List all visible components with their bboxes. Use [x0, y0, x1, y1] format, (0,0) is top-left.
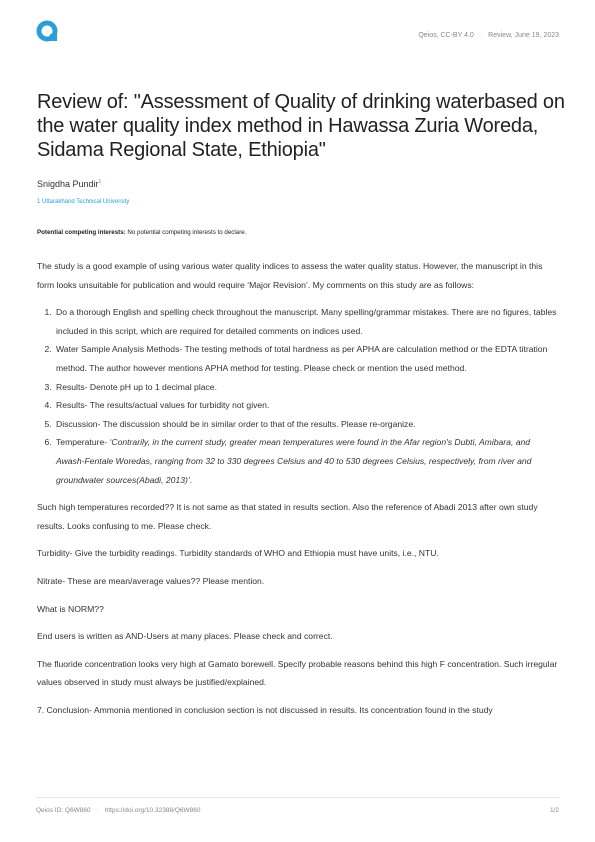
list-item: 3. Results- Denote pH up to 1 decimal place. [54, 378, 559, 397]
qeios-id: Qeios ID: Q6W860 [36, 807, 91, 814]
item6-suffix: . [189, 474, 193, 485]
paragraph: 7. Conclusion- Ammonia mentioned in conclusion section is not discussed in results. Its concentration found in the study [37, 704, 493, 715]
page-number: 1/2 [549, 807, 559, 814]
review-body [37, 257, 559, 728]
qeios-logo-icon [36, 20, 60, 44]
item6-quote: ‘Contrarily, in the current study, greater mean temperatures were found in the Afar region's Dubti, Amibara, and Awash-Fentale Woredas, ranging from 32 to 330 degrees Celsius and 40 to 530 degrees Celsius, respectively, from river and groundwater sources(Abadi, 2013)’ [56, 437, 532, 485]
affiliation: 1 Uttarakhand Technical University [37, 199, 130, 205]
competing-interests [37, 229, 246, 236]
list-item: 4. Results- The results/actual values for turbidity not given. [54, 396, 559, 415]
paragraph: Turbidity- Give the turbidity readings. Turbidity standards of WHO and Ethiopia must have units, i.e., NTU. [37, 548, 439, 559]
list-item: 1. Do a thorough English and spelling check throughout the manuscript. Many spelling/grammar mistakes. There are no figures, tables included in this script, which are required for detailed comments on indices used. [54, 303, 559, 340]
header-separator: · [479, 32, 483, 39]
license-text: Qeios, CC-BY 4.0 [418, 32, 474, 39]
author[interactable] [37, 179, 101, 189]
item6-prefix: Temperature- [56, 437, 110, 448]
review-date: Review, June 19, 2023 [488, 32, 559, 39]
doi-link[interactable]: https://doi.org/10.32388/Q6W860 [104, 807, 201, 814]
paragraph: End users is written as AND-Users at many places. Please check and correct. [37, 631, 333, 642]
paragraph: Such high temperatures recorded?? It is not same as that stated in results section. Also the reference of Abadi 2013 after own study results. Looks confusing to me. Please check. [37, 502, 538, 531]
page-title: Review of: "Assessment of Quality of drinking waterbased on the water quality index method in Hawassa Zuria Woreda, Sidama Regional State, Ethiopia" [37, 91, 565, 161]
intro-paragraph: The study is a good example of using various water quality indices to assess the water quality status. However, the manuscript in this form looks unsuitable for publication and would require ‘Major Revision’. My comments on this study are as follows: [37, 261, 543, 290]
competing-interests-label: Potential competing interests: [37, 229, 126, 236]
header-meta [418, 32, 559, 39]
footer-separator: · [96, 807, 99, 814]
competing-interests-text: No potential competing interests to declare. [125, 229, 247, 236]
paragraph: The fluoride concentration looks very high at Gamato borewell. Specify probable reasons behind this high F concentration. Such irregular values observed in study must always be justified/explained. [37, 658, 558, 688]
footer-divider [36, 797, 559, 798]
author-affiliation-marker: 1 [98, 179, 102, 185]
comment-list [37, 303, 559, 489]
list-item [54, 433, 559, 489]
paragraph: What is NORM?? [37, 603, 104, 614]
author-name[interactable]: Snigdha Pundir [37, 179, 99, 189]
list-item: 2. Water Sample Analysis Methods- The testing methods of total hardness as per APHA are calculation method or the EDTA titration method. The author however mentions APHA method for testing. Please check or mention the used method. [54, 340, 559, 377]
paragraph: Nitrate- These are mean/average values?? Please mention. [37, 575, 265, 586]
list-item: 5. Discussion- The discussion should be in similar order to that of the results. Please re-organize. [54, 415, 559, 434]
footer-left [36, 807, 201, 814]
